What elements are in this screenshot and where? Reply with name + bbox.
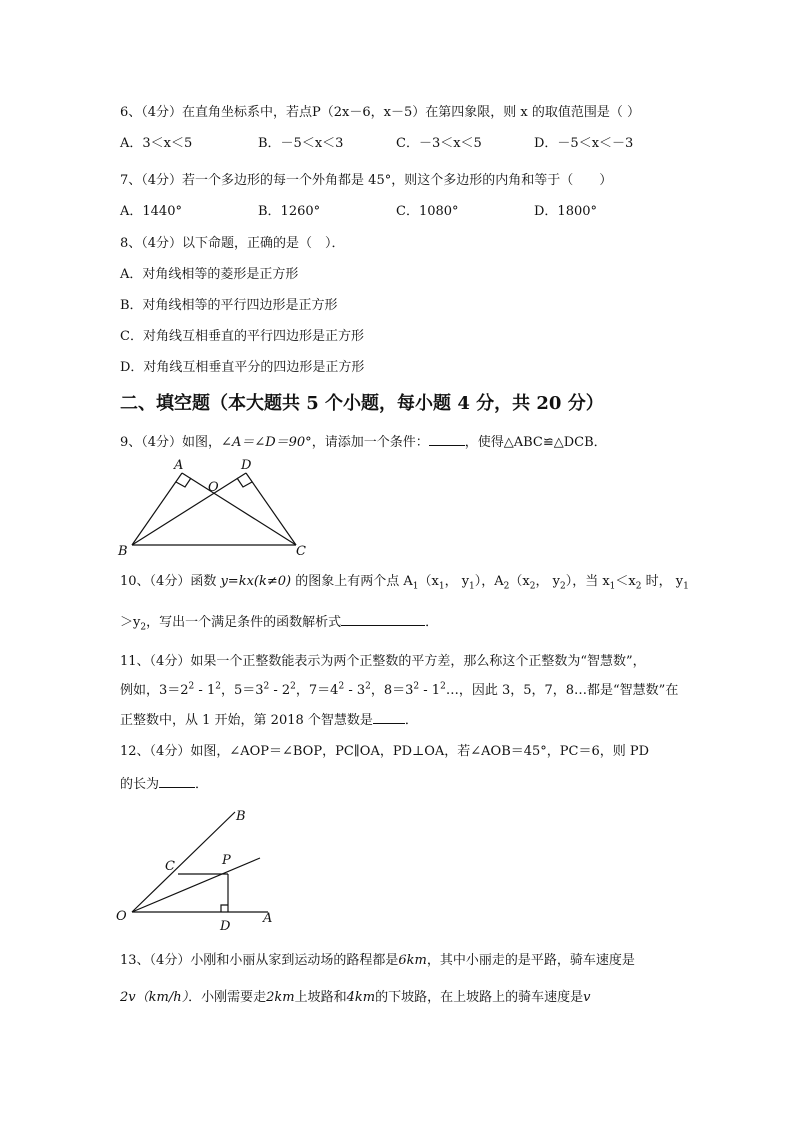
q12-line-1: 12、（4分）如图，∠AOP＝∠BOP，PC∥OA，PD⊥OA，若∠AOB＝45°，PC＝6，则 PD: [120, 744, 650, 759]
q10-p2-sub: 2: [529, 581, 536, 592]
q10-p2: （x: [509, 574, 530, 589]
q8-option-c: C．对角线互相垂直的平行四边形是正方形: [120, 329, 364, 344]
q9-label-b: B: [118, 544, 128, 559]
q9-figure: [110, 455, 320, 560]
q11-answer-blank: [373, 711, 405, 724]
q13-downhill: 4km: [346, 990, 376, 1005]
q10-c3-sub: 1: [683, 581, 689, 592]
q7-option-b: B．1260°: [258, 204, 321, 219]
q6-option-a: A．3＜x＜5: [120, 136, 193, 151]
q13-distance: 6km: [398, 953, 427, 968]
q10-sub-1: 1: [412, 581, 419, 592]
q10-l2-b: ，写出一个满足条件的函数解析式: [146, 615, 342, 630]
q10-l2-a-sub: 2: [140, 622, 147, 633]
q9-line-ac: [182, 473, 296, 545]
q10-p2b-sub: 2: [559, 581, 566, 592]
q9-post: ，使得△ABC≌△DCB．: [464, 435, 607, 450]
q11-sq-6: 2: [365, 681, 371, 692]
q10-l2-c: ．: [425, 615, 439, 630]
q11-t-g: ，8＝3: [370, 683, 414, 698]
q13-speed: 2v（km/h）: [120, 990, 189, 1005]
q9-line-dc: [246, 473, 296, 545]
q10-line-2: [120, 613, 438, 632]
q11-sq-8: 2: [440, 681, 446, 692]
q10-l2-a: ＞y: [120, 615, 141, 630]
q10-text-b: 的图象上有两个点 A: [291, 574, 413, 589]
q10-text-a: 10、（4分）函数: [120, 574, 221, 589]
q10-p1-sub: 1: [438, 581, 445, 592]
q9-mid: ，请添加一个条件：: [311, 435, 429, 450]
q11-sq-7: 2: [413, 681, 420, 692]
q12-figure: [110, 800, 285, 932]
q10-sub-2: 2: [503, 581, 510, 592]
q9-line-bd: [132, 473, 246, 545]
q8-option-a: A．对角线相等的菱形是正方形: [120, 267, 299, 282]
q12-l2-a: 的长为: [120, 777, 160, 792]
q12-l2-b: ．: [195, 777, 209, 792]
q13-l1-a: 13、（4分）小刚和小丽从家到运动场的路程都是: [120, 953, 399, 968]
q10-line-1: [120, 573, 689, 591]
q10-function: y=kx(k≠0): [220, 574, 292, 589]
q8-option-b: B．对角线相等的平行四边形是正方形: [120, 298, 338, 313]
q12-right-angle-d: [221, 905, 228, 912]
q6-option-c: C．－3＜x＜5: [396, 136, 482, 151]
q10-c1-sub: 1: [609, 581, 616, 592]
q11-t-f: - 3: [344, 683, 366, 698]
q10-p1: （x: [418, 574, 439, 589]
q10-p1b-sub: 1: [469, 581, 475, 592]
q8-stem: 8、（4分）以下命题，正确的是（ ）．: [120, 236, 345, 251]
q12-label-b: B: [236, 809, 246, 824]
q12-label-p: P: [222, 853, 231, 868]
q6-stem: 6、（4分）在直角坐标系中，若点P（2x－6，x－5）在第四象限，则 x 的取值范围是（ ）: [120, 105, 640, 120]
q11-l3-b: ．: [404, 713, 418, 728]
q10-p1c: ），A: [474, 574, 504, 589]
q11-sq-2: 2: [215, 681, 221, 692]
q9-label-c: C: [296, 544, 306, 559]
section-title: 二、填空题（本大题共 5 个小题，每小题 4 分，共 20 分）: [120, 393, 604, 414]
q11-line-3: [120, 711, 418, 730]
q10-c2-sub: 2: [635, 581, 642, 592]
q10-p2b: ， y: [535, 574, 560, 589]
q7-option-a: A．1440°: [120, 204, 182, 219]
q9-label-d: D: [241, 458, 252, 473]
q11-sq-4: 2: [290, 681, 296, 692]
q13-l2-b: ．小刚需要走: [188, 990, 267, 1005]
q11-t-a: 例如，3＝2: [120, 683, 189, 698]
q11-l3-a: 正整数中，从 1 开始，第 2018 个智慧数是: [120, 713, 373, 728]
q8-option-d: D．对角线互相垂直平分的四边形是正方形: [120, 360, 365, 375]
q12-answer-blank: [159, 775, 195, 788]
q10-p2c: ），当 x: [565, 574, 610, 589]
q13-v: v: [583, 990, 591, 1005]
q11-line-2: [120, 682, 678, 700]
q13-line-2: [120, 989, 590, 1007]
q9-line-ba: [132, 473, 182, 545]
q12-ray-op: [132, 858, 260, 912]
q7-stem: 7、（4分）若一个多边形的每一个外角都是 45°，则这个多边形的内角和等于（ ）: [120, 173, 613, 188]
q6-option-d: D．－5＜x＜－3: [534, 136, 634, 151]
q9-pre: 9、（4分）如图，: [120, 435, 222, 450]
q10-c2: 时， y: [641, 574, 684, 589]
q13-line-1: [120, 952, 635, 970]
q11-t-i: …，因此 3，5，7，8…都是“智慧数”在: [445, 683, 679, 698]
q12-label-c: C: [165, 859, 175, 874]
q11-t-h: - 1: [419, 683, 441, 698]
q11-sq-5: 2: [338, 681, 345, 692]
q11-t-b: - 1: [194, 683, 216, 698]
q11-t-e: ，7＝4: [295, 683, 339, 698]
q13-uphill: 2km: [266, 990, 295, 1005]
q6-option-b: B．－5＜x＜3: [258, 136, 344, 151]
q11-line-1: 11、（4分）如果一个正整数能表示为两个正整数的平方差，那么称这个正整数为“智慧数”，: [120, 654, 646, 669]
q7-option-d: D．1800°: [534, 204, 598, 219]
q11-t-d: - 2: [269, 683, 291, 698]
q7-option-c: C．1080°: [396, 204, 459, 219]
q12-label-d: D: [220, 919, 231, 932]
q13-l2-d: 上坡路和: [294, 990, 347, 1005]
q12-line-2: [120, 775, 208, 794]
q11-t-c: ，5＝3: [220, 683, 264, 698]
q9-label-a: A: [174, 458, 184, 473]
q9-answer-blank: [429, 433, 465, 446]
q12-label-a: A: [263, 911, 273, 926]
q13-l2-f: 的下坡路，在上坡路上的骑车速度是: [375, 990, 584, 1005]
q13-l1-c: ，其中小丽走的是平路，骑车速度是: [426, 953, 635, 968]
q9-condition: ∠A＝∠D＝90°: [221, 435, 312, 450]
q10-c1: ＜x: [615, 574, 636, 589]
q11-sq-3: 2: [263, 681, 270, 692]
q9-stem: [120, 433, 607, 452]
q12-ray-ob: [132, 812, 235, 912]
q12-label-o: O: [116, 909, 127, 924]
q10-p1b: ， y: [444, 574, 470, 589]
q9-label-o: O: [208, 480, 219, 495]
q11-sq-1: 2: [188, 681, 195, 692]
q10-answer-blank: [341, 613, 425, 626]
